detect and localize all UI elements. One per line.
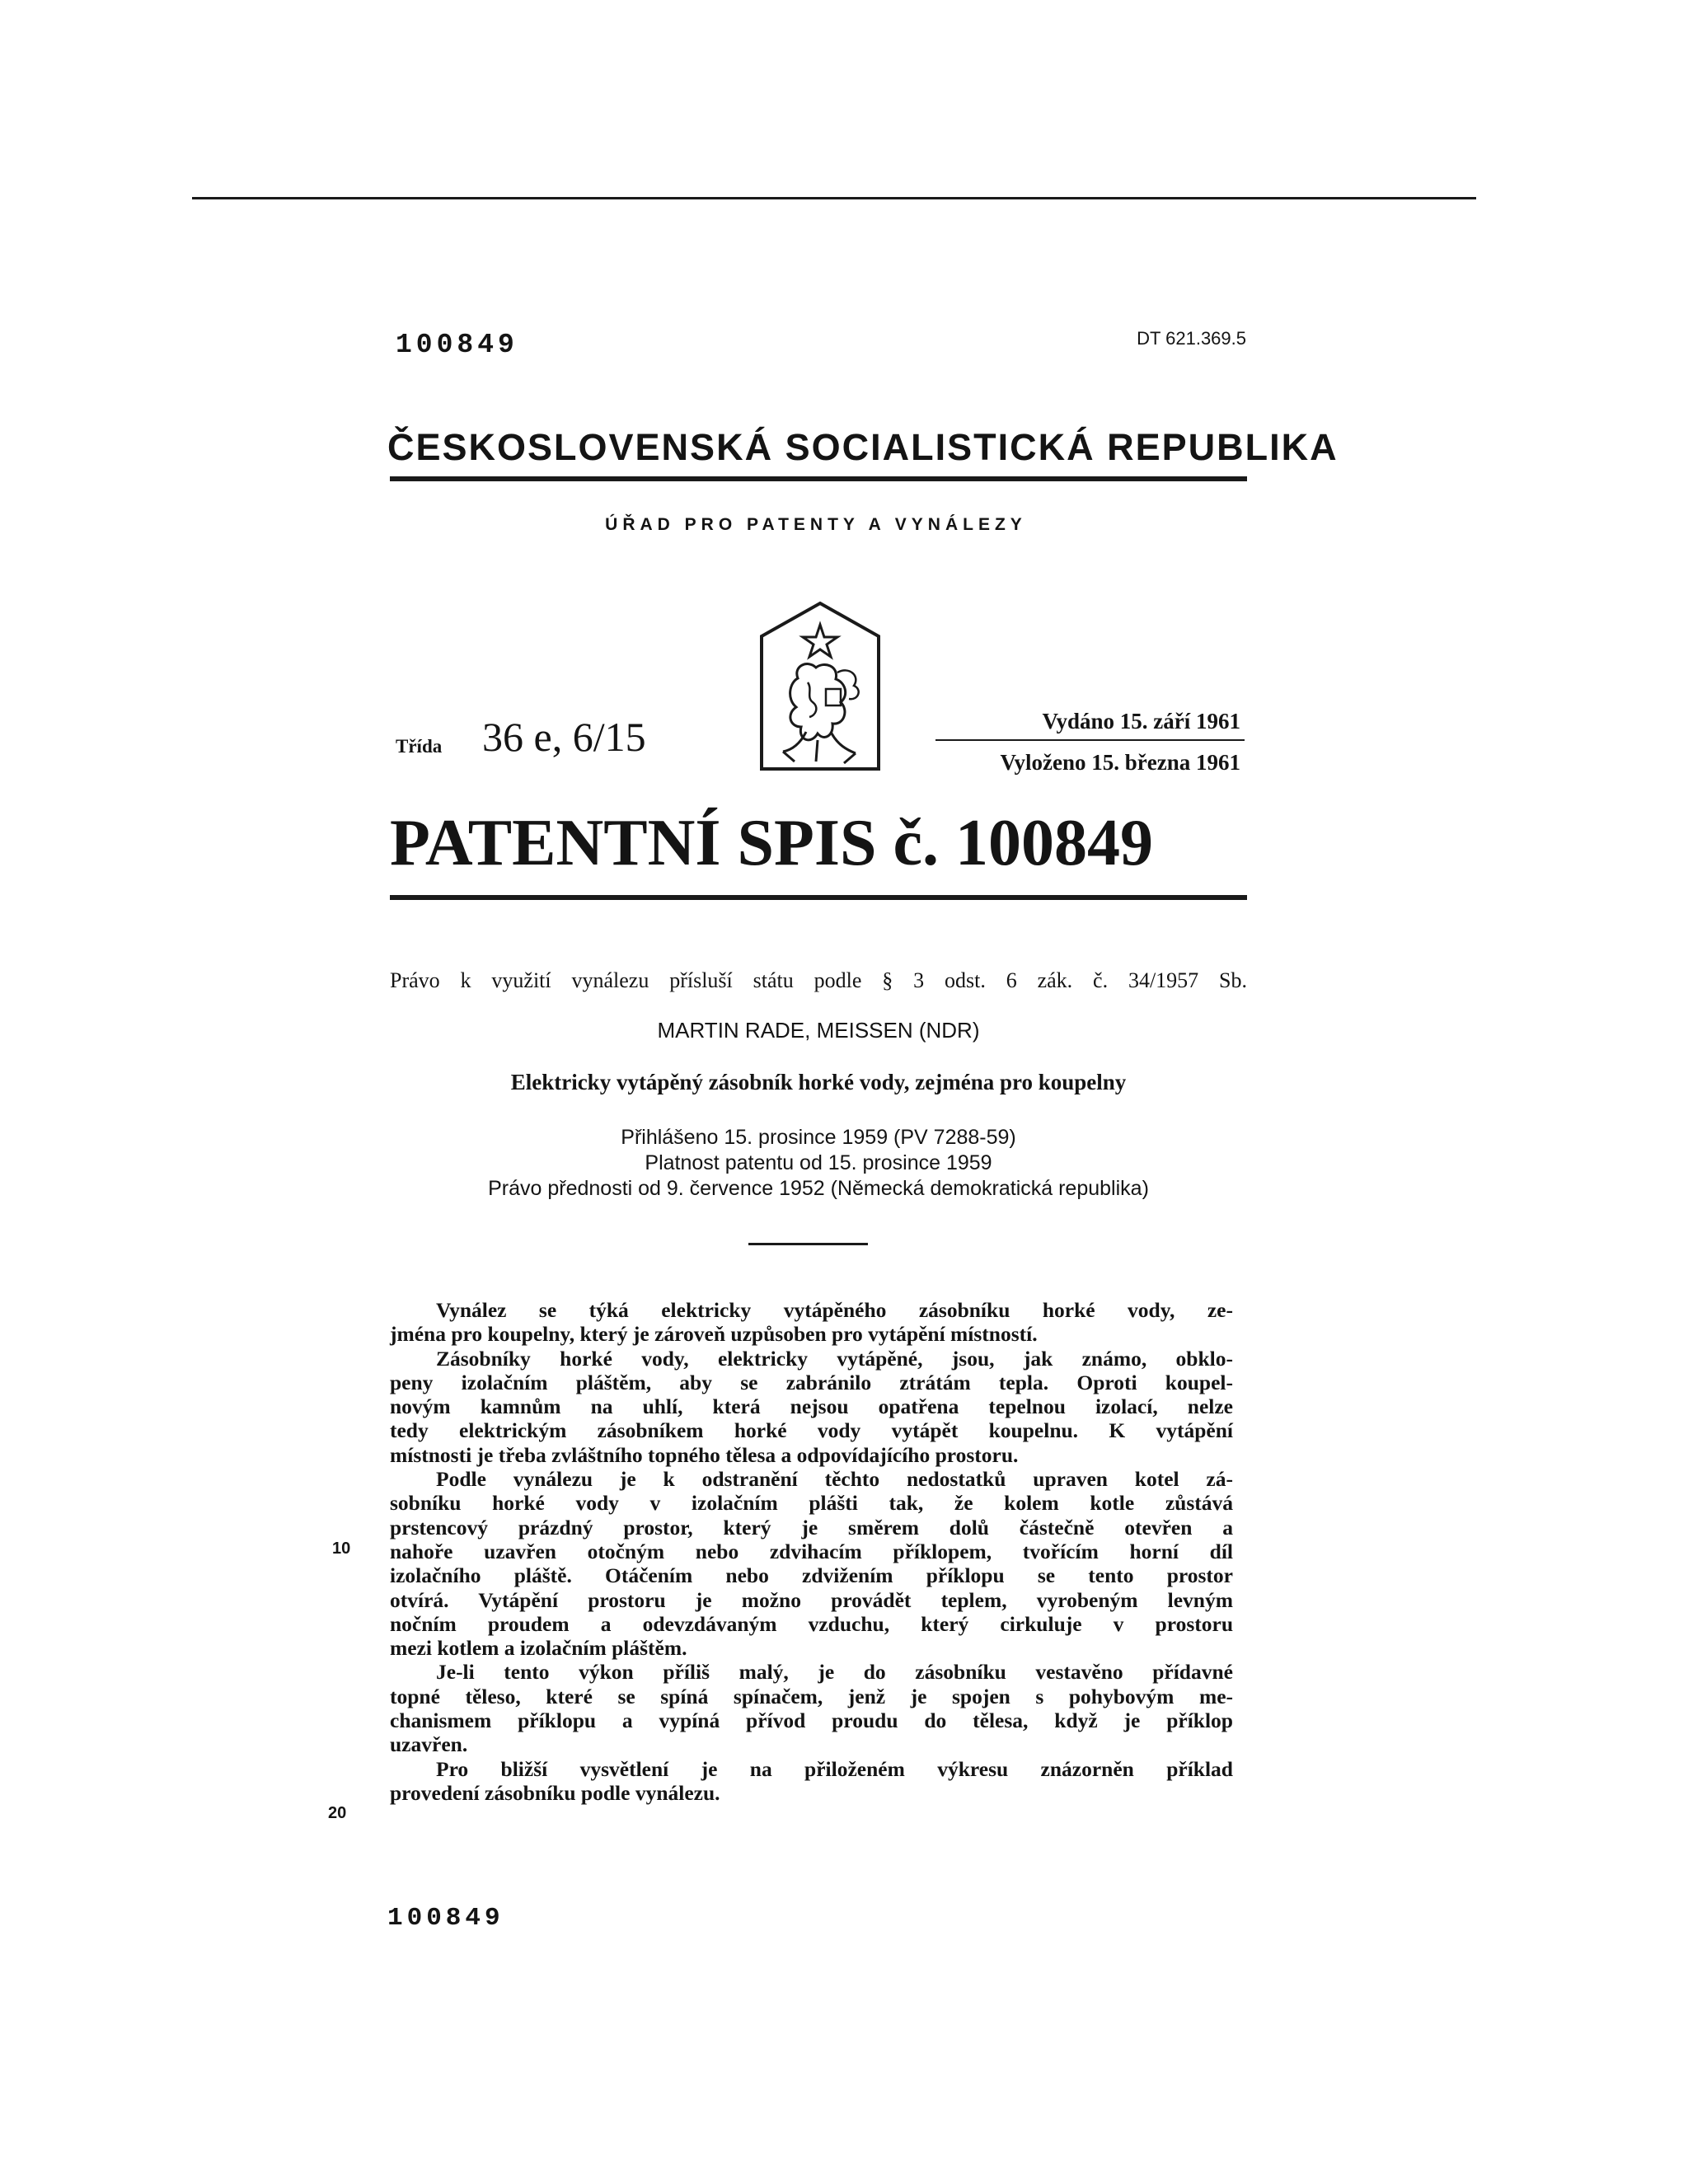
text-line: Pro bližší vysvětlení je na přiloženém výkresu znázorněn příklad: [436, 1756, 1233, 1781]
state-emblem-icon: [758, 600, 882, 777]
text-line: tedy elektrickým zásobníkem horké vody vytápět koupelnu. K vytápění: [390, 1418, 1233, 1443]
text-line: Je-li tento výkon příliš malý, je do zásobníku vestavěno přídavné: [436, 1660, 1233, 1685]
text-line: mezi kotlem a izolačním pláštěm.: [390, 1636, 687, 1661]
issuing-office: ÚŘAD PRO PATENTY A VYNÁLEZY: [605, 515, 1027, 534]
text-line: izolačního pláště. Otáčením nebo zdvižením příklopu se tento prostor: [390, 1563, 1233, 1588]
patent-title: PATENTNÍ SPIS č. 100849: [390, 807, 1154, 879]
issued-date: Vydáno 15. září 1961: [1042, 709, 1240, 733]
text-line: novým kamnům na uhlí, která nejsou opatřena tepelnou izolací, nelze: [390, 1394, 1233, 1419]
header-rule: [390, 476, 1247, 481]
section-divider: [748, 1243, 868, 1245]
laid-open-date: Vyloženo 15. března 1961: [1000, 750, 1240, 775]
text-line: nahoře uzavřen otočným nebo zdvihacím příklopem, tvořícím horní díl: [390, 1539, 1233, 1563]
dates-rule: [935, 739, 1245, 741]
filing-details: [390, 1125, 1247, 1202]
issuing-state: ČESKOSLOVENSKÁ SOCIALISTICKÁ REPUBLIKA: [387, 426, 1339, 468]
text-line: peny izolačním pláštěm, aby se zabránilo ztrátám tepla. Oproti koupel-: [390, 1370, 1233, 1394]
margin-line-number: 20: [328, 1804, 347, 1822]
patent-validity: Platnost patentu od 15. prosince 1959: [645, 1151, 992, 1174]
text-line: otvírá. Vytápění prostoru je možno provádět teplem, vyrobeným levným: [390, 1587, 1233, 1612]
text-line: Zásobníky horké vody, elektricky vytápěné, jsou, jak známo, obklo-: [436, 1346, 1233, 1371]
paragraph: [390, 1467, 1233, 1660]
text-line: prstencový prázdný prostor, který je směrem dolů částečně otevřen a: [390, 1515, 1233, 1540]
description-body: [390, 1298, 1233, 1805]
paragraph: [390, 1660, 1233, 1756]
text-line: místnosti je třeba zvláštního topného tělesa a odpovídajícího prostoru.: [390, 1442, 1019, 1467]
document-number-top: 100849: [396, 330, 518, 360]
top-rule: [192, 197, 1476, 199]
class-label: Třída: [396, 736, 443, 757]
priority-right: Právo přednosti od 9. července 1952 (Německá demokratická republika): [488, 1177, 1149, 1200]
document-number-bottom: 100849: [387, 1904, 504, 1933]
text-line: Vynález se týká elektricky vytápěného zásobníku horké vody, ze-: [436, 1298, 1233, 1322]
paragraph: [390, 1757, 1233, 1806]
text-line: nočním proudem a odevzdávaným vzduchu, který cirkuluje v prostoru: [390, 1611, 1233, 1636]
text-line: sobníku horké vody v izolačním plášti tak, že kolem kotle zůstává: [390, 1491, 1233, 1516]
paragraph: [390, 1298, 1233, 1347]
paragraph: [390, 1347, 1233, 1467]
text-line: Podle vynálezu je k odstranění těchto nedostatků upraven kotel zá-: [436, 1467, 1233, 1492]
text-line: chanismem příklopu a vypíná přívod proudu do tělesa, když je příklop: [390, 1708, 1233, 1733]
text-line: jména pro koupelny, který je zároveň uzpůsoben pro vytápění místností.: [390, 1322, 1038, 1347]
class-value: 36 e, 6/15: [482, 714, 646, 760]
rights-note: Právo k využití vynálezu přísluší státu podle § 3 odst. 6 zák. č. 34/1957 Sb.: [390, 968, 1247, 992]
text-line: topné těleso, které se spíná spínačem, jenž je spojen s pohybovým me-: [390, 1684, 1233, 1708]
filing-date: Přihlášeno 15. prosince 1959 (PV 7288-59): [621, 1126, 1016, 1149]
text-line: provedení zásobníku podle vynálezu.: [390, 1780, 720, 1805]
dt-classification-code: DT 621.369.5: [1137, 328, 1246, 349]
inventor: MARTIN RADE, MEISSEN (NDR): [657, 1018, 980, 1043]
margin-line-number: 10: [332, 1540, 351, 1558]
invention-subject: Elektricky vytápěný zásobník horké vody, zejména pro koupelny: [510, 1070, 1127, 1094]
text-line: uzavřen.: [390, 1732, 468, 1757]
title-rule: [390, 895, 1247, 900]
